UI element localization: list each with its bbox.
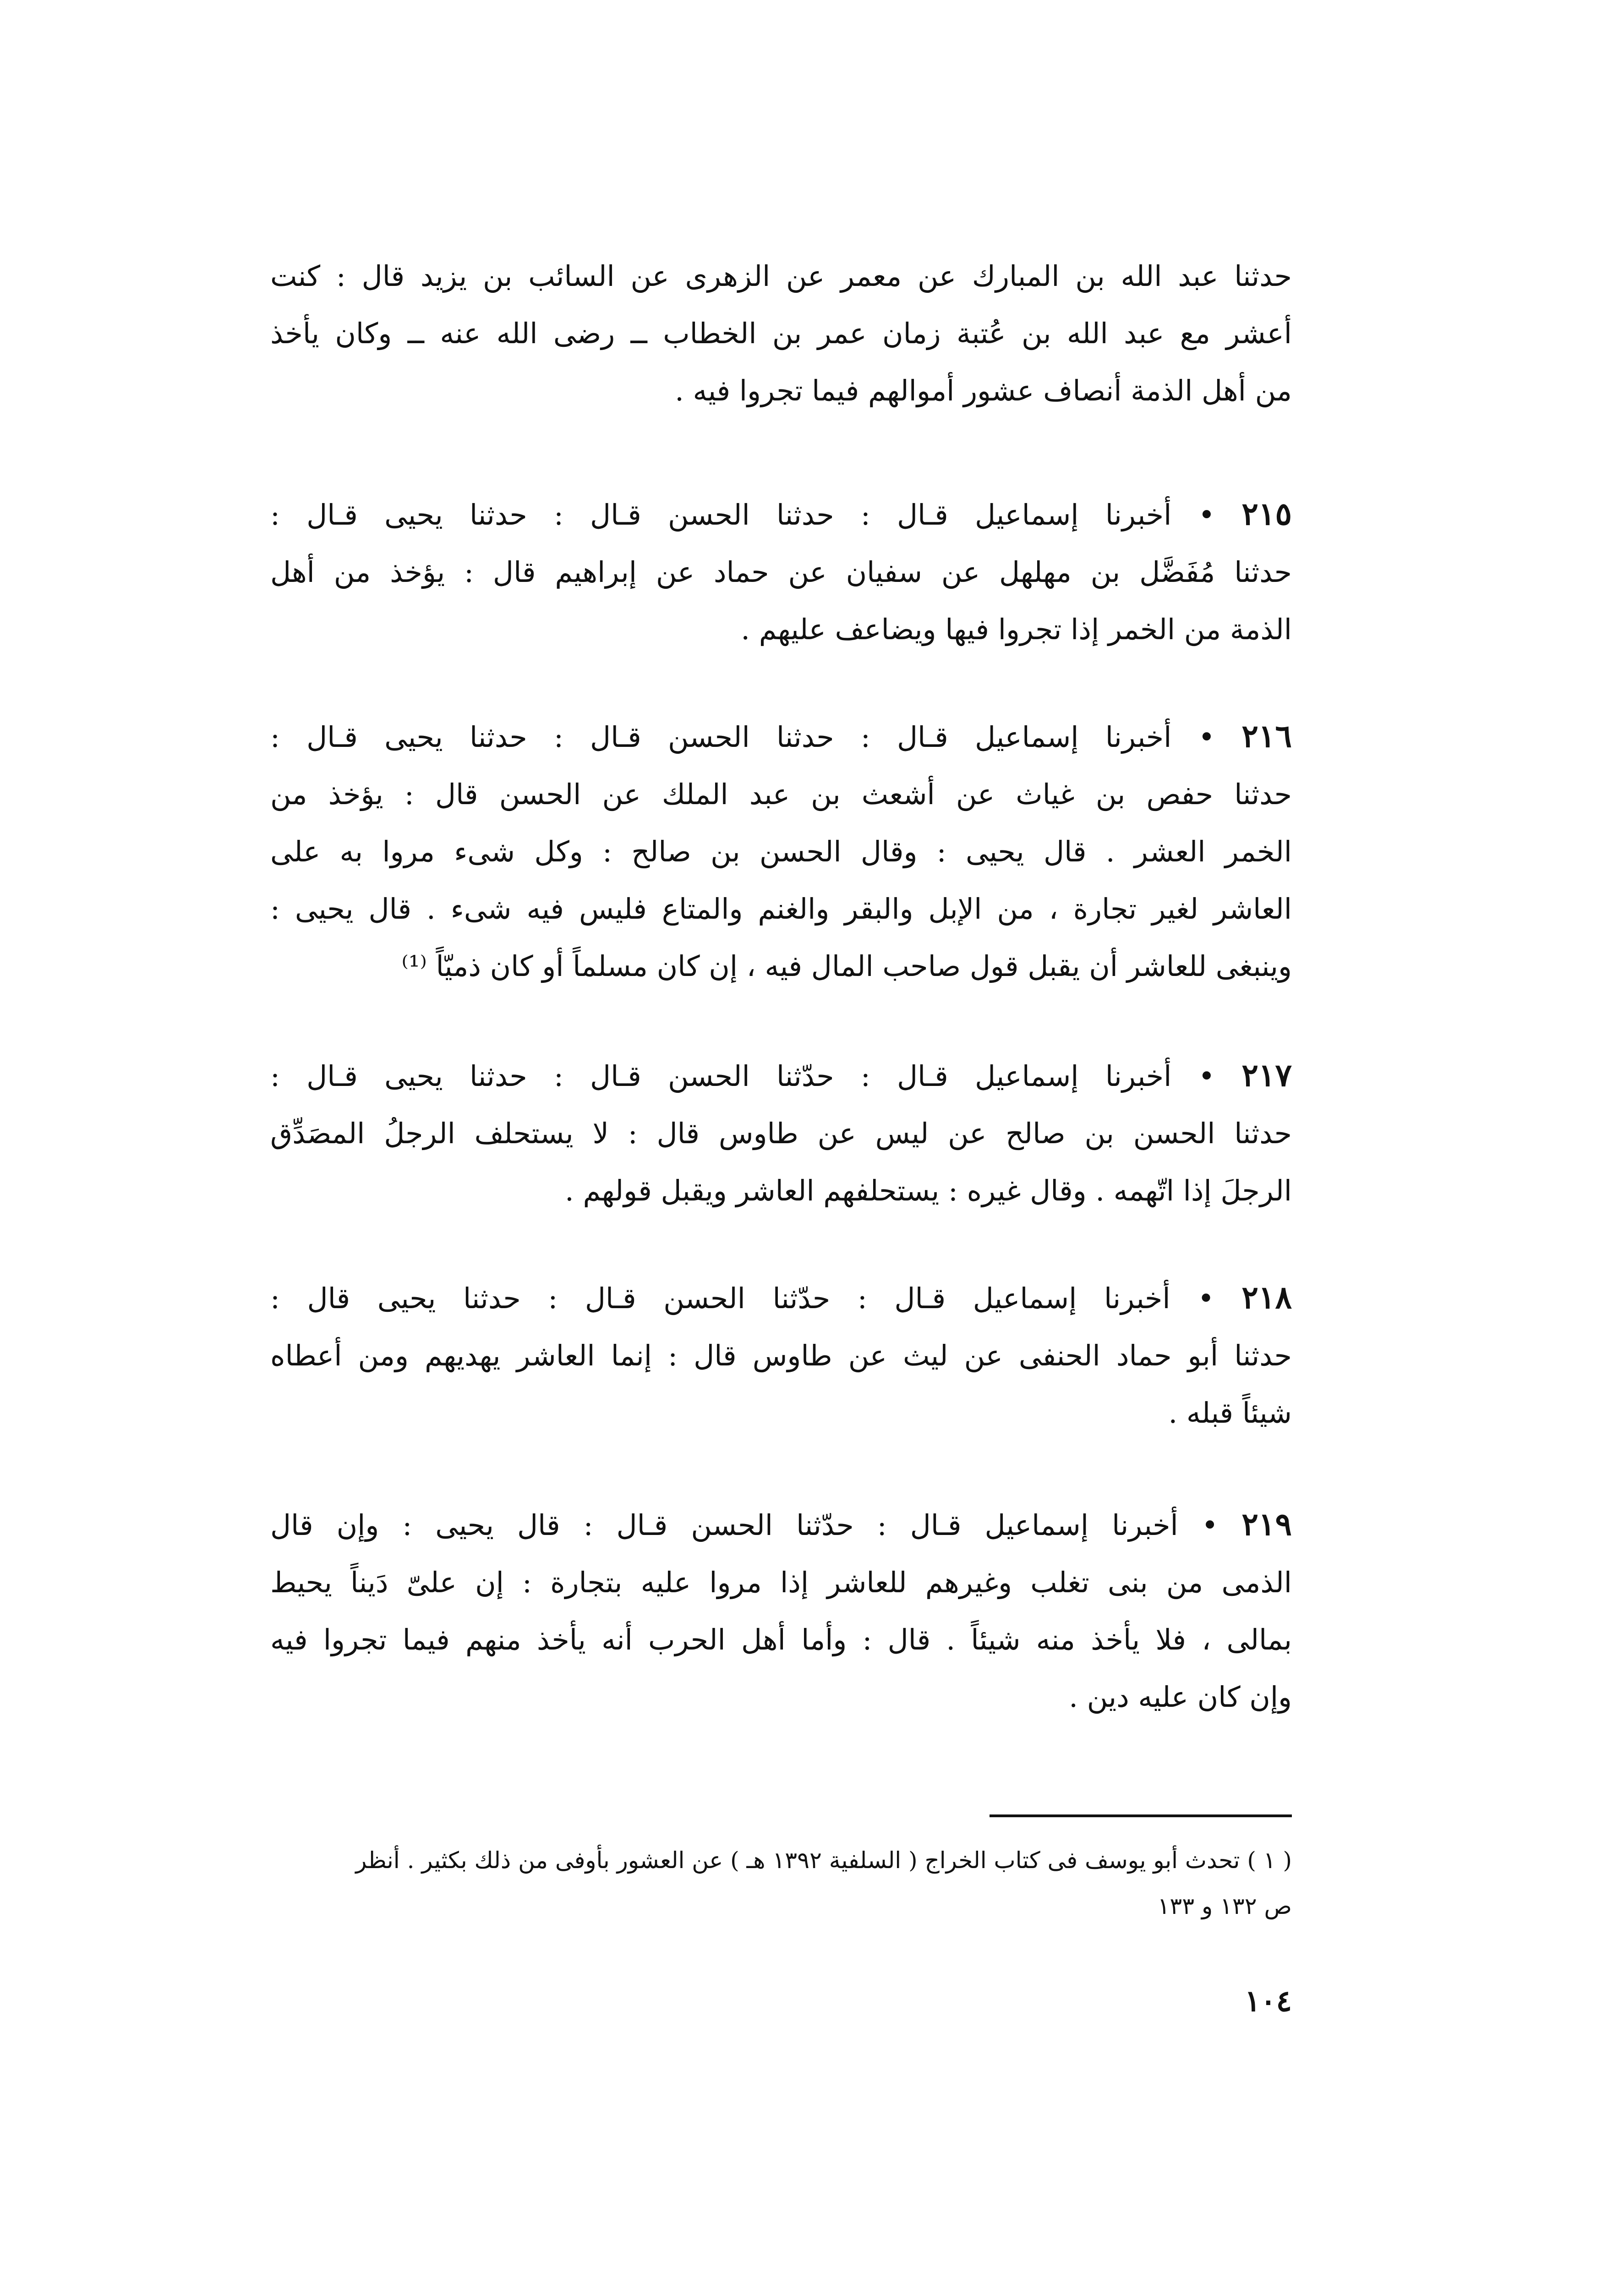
hadith-first-line: ٢١٥ • أخبرنا إسماعيل قـال : حدثنا الحسن قـال : حدثنا يحيى قـال : bbox=[270, 496, 1292, 532]
hadith-line: العاشر لغير تجارة ، من الإبل والبقر والغنم والمتاع فليس فيه شىء . قال يحيى : bbox=[270, 892, 1292, 926]
hadith-line: الرجلَ إذا اتّهمه . وقال غيره : يستحلفهم العاشر ويقبل قولهم . bbox=[565, 1174, 1292, 1207]
hadith-line: حدثنا الحسن بن صالح عن ليس عن طاوس قال : لا يستحلف الرجلُ المصَدِّق bbox=[270, 1117, 1292, 1150]
hadith-first-line: ٢١٨ • أخبرنا إسماعيل قـال : حدّثنا الحسن قـال : حدثنا يحيى قال : bbox=[270, 1279, 1292, 1316]
hadith-line: وإن كان عليه دين . bbox=[1069, 1680, 1292, 1714]
hadith-218 bbox=[270, 1269, 1292, 1441]
footnote-divider bbox=[990, 1814, 1292, 1817]
page-number: ١٠٤ bbox=[1244, 1984, 1292, 2018]
hadith-number: ٢١٩ bbox=[1241, 1506, 1292, 1543]
hadith-line: الذمى من بنى تغلب وغيرهم للعاشر إذا مروا عليه بتجارة : إن علىّ دَيناً يحيط bbox=[270, 1566, 1292, 1599]
footnote bbox=[270, 1837, 1292, 1929]
intro-line: حدثنا عبد الله بن المبارك عن معمر عن الزهرى عن السائب بن يزيد قال : كنت bbox=[270, 259, 1292, 293]
hadith-line: الخمر العشر . قال يحيى : وقال الحسن بن صالح : وكل شىء مروا به على bbox=[270, 835, 1292, 868]
hadith-line: بمالى ، فلا يأخذ منه شيئاً . قال : وأما أهل الحرب أنه يأخذ منهم فيما تجروا فيه bbox=[270, 1623, 1292, 1656]
intro-line: أعشر مع عبد الله بن عُتبة زمان عمر بن الخطاب ــ رضى الله عنه ــ وكان يأخذ bbox=[270, 317, 1292, 350]
hadith-number: ٢١٦ bbox=[1241, 718, 1292, 755]
hadith-line: الذمة من الخمر إذا تجروا فيها ويضاعف عليهم . bbox=[741, 613, 1292, 646]
hadith-line: وينبغى للعاشر أن يقبل قول صاحب المال فيه ، إن كان مسلماً أو كان ذميّاً ⁽¹⁾ bbox=[401, 949, 1292, 983]
hadith-215 bbox=[270, 486, 1292, 658]
hadith-217 bbox=[270, 1047, 1292, 1219]
hadith-line: حدثنا حفص بن غياث عن أشعث بن عبد الملك عن الحسن قال : يؤخذ من bbox=[270, 778, 1292, 811]
hadith-line: شيئاً قبله . bbox=[1168, 1396, 1292, 1430]
hadith-first-line: ٢١٧ • أخبرنا إسماعيل قـال : حدّثنا الحسن قـال : حدثنا يحيى قـال : bbox=[270, 1057, 1292, 1094]
footnote-line: ص ١٣٢ و ١٣٣ bbox=[1157, 1893, 1292, 1919]
hadith-number: ٢١٥ bbox=[1241, 496, 1292, 532]
hadith-number: ٢١٨ bbox=[1241, 1279, 1292, 1316]
hadith-219 bbox=[270, 1496, 1292, 1726]
footnote-line: ( ١ ) تحدث أبو يوسف فى كتاب الخراج ( السلفية ١٣٩٢ هـ ) عن العشور بأوفى من ذلك بكثير . أنظر bbox=[355, 1847, 1292, 1874]
hadith-line: حدثنا أبو حماد الحنفى عن ليث عن طاوس قال : إنما العاشر يهديهم ومن أعطاه bbox=[270, 1339, 1292, 1372]
hadith-216 bbox=[270, 708, 1292, 995]
intro-paragraph bbox=[270, 247, 1292, 419]
hadith-first-line: ٢١٩ • أخبرنا إسماعيل قـال : حدّثنا الحسن قـال : قال يحيى : وإن قال bbox=[270, 1506, 1292, 1543]
hadith-first-line: ٢١٦ • أخبرنا إسماعيل قـال : حدثنا الحسن قـال : حدثنا يحيى قـال : bbox=[270, 718, 1292, 755]
hadith-line: حدثنا مُفَضَّل بن مهلهل عن سفيان عن حماد عن إبراهيم قال : يؤخذ من أهل bbox=[270, 555, 1292, 589]
hadith-number: ٢١٧ bbox=[1241, 1057, 1292, 1094]
intro-line: من أهل الذمة أنصاف عشور أموالهم فيما تجروا فيه . bbox=[675, 374, 1292, 407]
